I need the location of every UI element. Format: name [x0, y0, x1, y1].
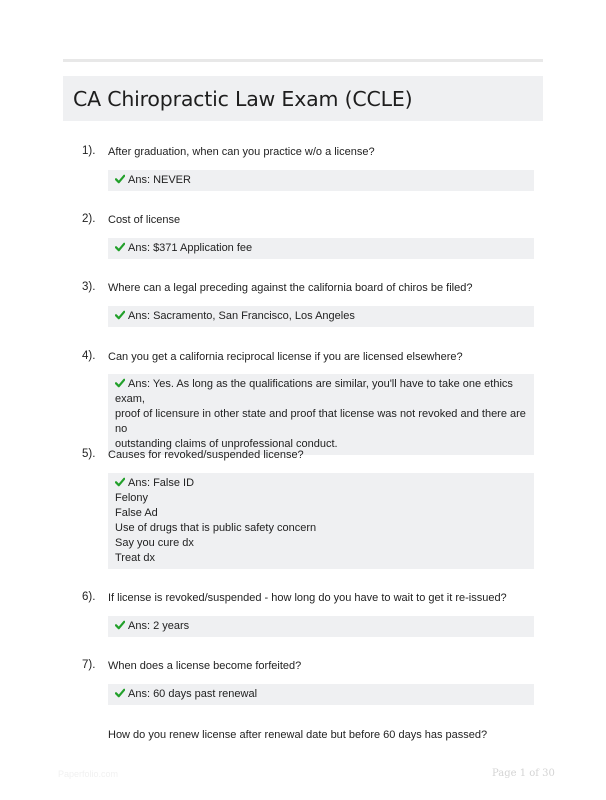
answer-line: Ans: $371 Application fee — [115, 241, 527, 256]
answer-line: Ans: 60 days past renewal — [115, 687, 527, 702]
title-bar — [63, 76, 543, 121]
check-icon — [115, 242, 125, 252]
question-number: 6). — [82, 591, 96, 603]
answer-line: False Ad — [115, 507, 158, 519]
top-rule — [63, 59, 543, 62]
answer-line: Treat dx — [115, 552, 155, 564]
answer-line: outstanding claims of unprofessional conduct. — [115, 438, 338, 450]
answer-box — [108, 473, 534, 569]
question-text: Can you get a california reciprocal license if you are licensed elsewhere? — [108, 351, 463, 363]
check-icon — [115, 620, 125, 630]
answer-line: Ans: Yes. As long as the qualifications are similar, you'll have to take one ethics exam, — [115, 378, 513, 405]
check-icon — [115, 477, 125, 487]
answer-line: proof of licensure in other state and proof that license was not revoked and there are no — [115, 408, 526, 435]
answer-line: Ans: Sacramento, San Francisco, Los Angeles — [115, 309, 527, 324]
answer-box — [108, 238, 534, 259]
question-text: If license is revoked/suspended - how long do you have to wait to get it re-issued? — [108, 592, 507, 604]
page-title: CA Chiropractic Law Exam (CCLE) — [73, 86, 413, 111]
check-icon — [115, 310, 125, 320]
question-text: How do you renew license after renewal date but before 60 days has passed? — [108, 729, 488, 741]
answer-line: Say you cure dx — [115, 537, 194, 549]
answer-line: Ans: 2 years — [115, 619, 527, 634]
question-number: 2). — [82, 213, 96, 225]
question-text: Where can a legal preceding against the california board of chiros be filed? — [108, 282, 473, 294]
answer-line: Use of drugs that is public safety concern — [115, 522, 317, 534]
check-icon — [115, 174, 125, 184]
question-number: 1). — [82, 145, 96, 157]
answer-line: Felony — [115, 492, 149, 504]
question-number: 3). — [82, 281, 96, 293]
question-text: After graduation, when can you practice w/o a license? — [108, 146, 375, 158]
answer-line: Ans: NEVER — [115, 173, 527, 188]
question-number: 7). — [82, 659, 96, 671]
answer-box — [108, 170, 534, 191]
footer-watermark: Paperfolio.com — [58, 769, 119, 779]
question-number: 5). — [82, 448, 96, 460]
check-icon — [115, 378, 125, 388]
answer-box — [108, 684, 534, 705]
answer-box — [108, 374, 534, 455]
check-icon — [115, 688, 125, 698]
question-text: Causes for revoked/suspended license? — [108, 449, 304, 461]
question-number: 4). — [82, 350, 96, 362]
answer-line: Ans: False ID — [115, 476, 527, 491]
question-text: Cost of license — [108, 214, 181, 226]
answer-box — [108, 306, 534, 327]
question-text: When does a license become forfeited? — [108, 660, 302, 672]
answer-box — [108, 616, 534, 637]
page-number: Page 1 of 30 — [492, 768, 555, 779]
